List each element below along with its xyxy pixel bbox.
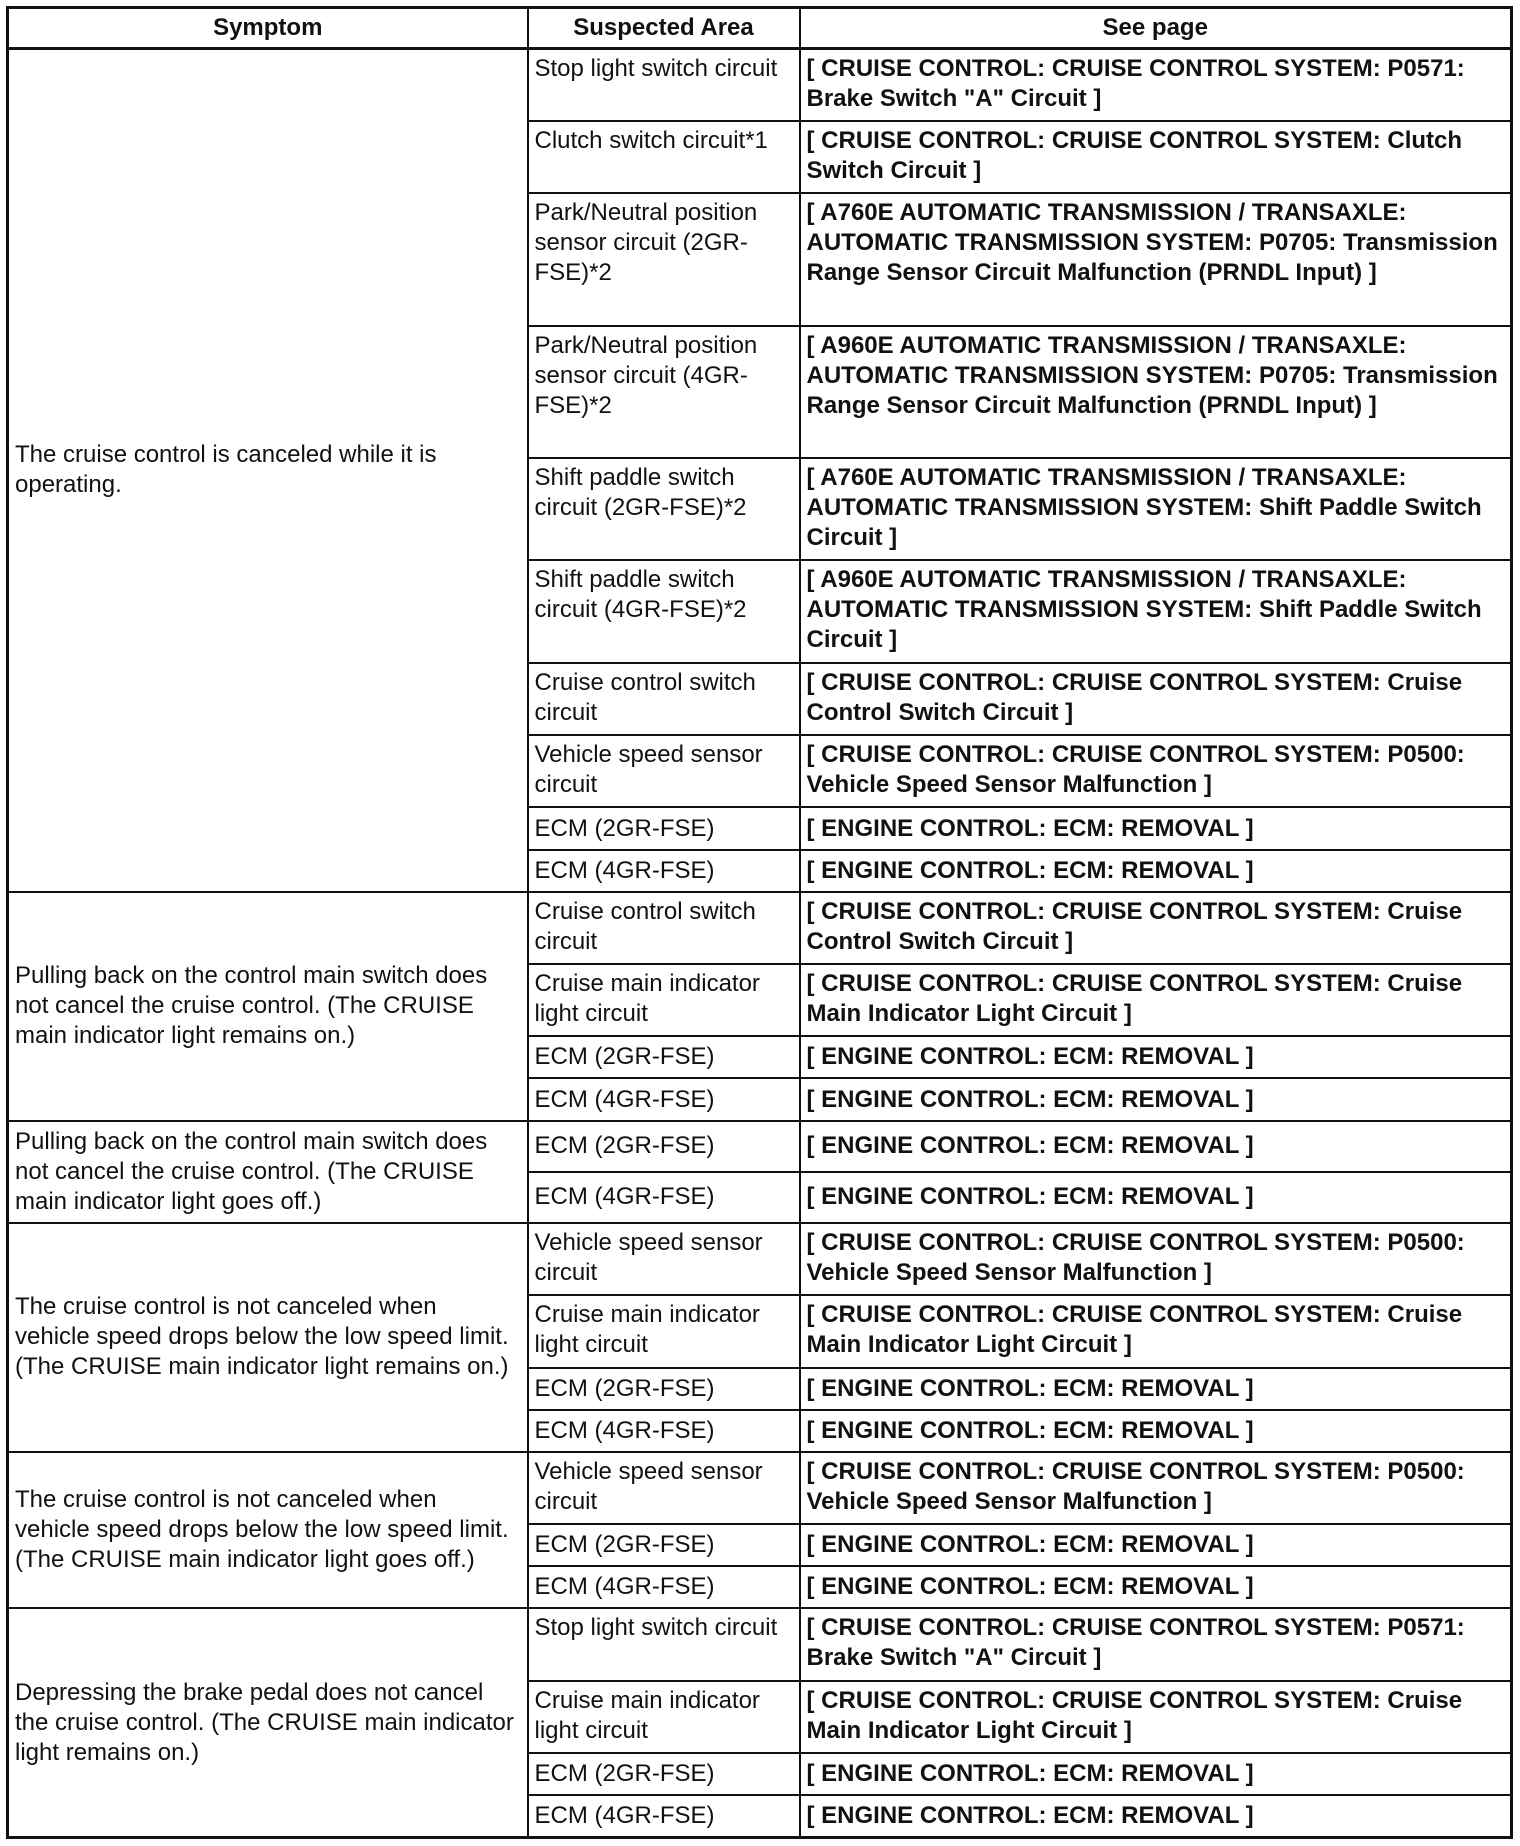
symptom-cell: The cruise control is not canceled when vehicle speed drops below the low speed limit. (The CRUISE main indicator light goes off.)	[8, 1452, 528, 1609]
see-page-link[interactable]: [ CRUISE CONTROL: CRUISE CONTROL SYSTEM: Cruise Main Indicator Light Circuit ]	[800, 964, 1512, 1036]
suspected-area-cell: Cruise main indicator light circuit	[528, 1681, 800, 1753]
suspected-area-cell: Vehicle speed sensor circuit	[528, 1223, 800, 1295]
suspected-area-cell: Park/Neutral position sensor circuit (4GR-FSE)*2	[528, 326, 800, 459]
suspected-area-cell: ECM (4GR-FSE)	[528, 1172, 800, 1223]
suspected-area-cell: Stop light switch circuit	[528, 1608, 800, 1680]
suspected-area-cell: ECM (2GR-FSE)	[528, 1753, 800, 1795]
suspected-area-cell: ECM (2GR-FSE)	[528, 1121, 800, 1172]
see-page-link[interactable]: [ CRUISE CONTROL: CRUISE CONTROL SYSTEM: Clutch Switch Circuit ]	[800, 121, 1512, 193]
table-row	[8, 1452, 1512, 1524]
see-page-link[interactable]: [ A760E AUTOMATIC TRANSMISSION / TRANSAXLE: AUTOMATIC TRANSMISSION SYSTEM: P0705: Transmission Range Sensor Circuit Malfunction (PRNDL Input) ]	[800, 193, 1512, 326]
see-page-link[interactable]: [ CRUISE CONTROL: CRUISE CONTROL SYSTEM: Cruise Main Indicator Light Circuit ]	[800, 1295, 1512, 1367]
symptom-cell: Depressing the brake pedal does not cancel the cruise control. (The CRUISE main indicator light remains on.)	[8, 1608, 528, 1837]
suspected-area-cell: Cruise control switch circuit	[528, 892, 800, 964]
suspected-area-cell: ECM (2GR-FSE)	[528, 1036, 800, 1078]
suspected-area-cell: Cruise main indicator light circuit	[528, 964, 800, 1036]
header-suspected-area: Suspected Area	[528, 8, 800, 49]
header-row	[8, 8, 1512, 49]
table-row	[8, 1223, 1512, 1295]
header-see-page: See page	[800, 8, 1512, 49]
see-page-link[interactable]: [ ENGINE CONTROL: ECM: REMOVAL ]	[800, 850, 1512, 892]
see-page-link[interactable]: [ ENGINE CONTROL: ECM: REMOVAL ]	[800, 1410, 1512, 1452]
see-page-link[interactable]: [ ENGINE CONTROL: ECM: REMOVAL ]	[800, 1368, 1512, 1410]
suspected-area-cell: Clutch switch circuit*1	[528, 121, 800, 193]
suspected-area-cell: ECM (2GR-FSE)	[528, 807, 800, 849]
suspected-area-cell: ECM (2GR-FSE)	[528, 1524, 800, 1566]
see-page-link[interactable]: [ CRUISE CONTROL: CRUISE CONTROL SYSTEM: P0500: Vehicle Speed Sensor Malfunction ]	[800, 1452, 1512, 1524]
suspected-area-cell: Vehicle speed sensor circuit	[528, 735, 800, 807]
suspected-area-cell: ECM (4GR-FSE)	[528, 1795, 800, 1837]
suspected-area-cell: ECM (4GR-FSE)	[528, 850, 800, 892]
see-page-link[interactable]: [ CRUISE CONTROL: CRUISE CONTROL SYSTEM: Cruise Main Indicator Light Circuit ]	[800, 1681, 1512, 1753]
suspected-area-cell: Park/Neutral position sensor circuit (2GR-FSE)*2	[528, 193, 800, 326]
symptom-cell: The cruise control is not canceled when vehicle speed drops below the low speed limit. (The CRUISE main indicator light remains on.)	[8, 1223, 528, 1452]
suspected-area-cell: ECM (2GR-FSE)	[528, 1368, 800, 1410]
suspected-area-cell: Stop light switch circuit	[528, 49, 800, 121]
see-page-link[interactable]: [ ENGINE CONTROL: ECM: REMOVAL ]	[800, 1524, 1512, 1566]
see-page-link[interactable]: [ CRUISE CONTROL: CRUISE CONTROL SYSTEM: Cruise Control Switch Circuit ]	[800, 663, 1512, 735]
symptom-cell: Pulling back on the control main switch does not cancel the cruise control. (The CRUISE main indicator light remains on.)	[8, 892, 528, 1121]
suspected-area-cell: Shift paddle switch circuit (4GR-FSE)*2	[528, 560, 800, 662]
see-page-link[interactable]: [ ENGINE CONTROL: ECM: REMOVAL ]	[800, 1078, 1512, 1120]
table-row	[8, 892, 1512, 964]
see-page-link[interactable]: [ A960E AUTOMATIC TRANSMISSION / TRANSAXLE: AUTOMATIC TRANSMISSION SYSTEM: P0705: Transmission Range Sensor Circuit Malfunction (PRNDL Input) ]	[800, 326, 1512, 459]
suspected-area-cell: Cruise control switch circuit	[528, 663, 800, 735]
suspected-area-cell: ECM (4GR-FSE)	[528, 1410, 800, 1452]
see-page-link[interactable]: [ ENGINE CONTROL: ECM: REMOVAL ]	[800, 1566, 1512, 1608]
see-page-link[interactable]: [ CRUISE CONTROL: CRUISE CONTROL SYSTEM: P0500: Vehicle Speed Sensor Malfunction ]	[800, 1223, 1512, 1295]
see-page-link[interactable]: [ A760E AUTOMATIC TRANSMISSION / TRANSAXLE: AUTOMATIC TRANSMISSION SYSTEM: Shift Paddle Switch Circuit ]	[800, 458, 1512, 560]
see-page-link[interactable]: [ ENGINE CONTROL: ECM: REMOVAL ]	[800, 1172, 1512, 1223]
see-page-link[interactable]: [ A960E AUTOMATIC TRANSMISSION / TRANSAXLE: AUTOMATIC TRANSMISSION SYSTEM: Shift Paddle Switch Circuit ]	[800, 560, 1512, 662]
see-page-link[interactable]: [ ENGINE CONTROL: ECM: REMOVAL ]	[800, 1753, 1512, 1795]
see-page-link[interactable]: [ ENGINE CONTROL: ECM: REMOVAL ]	[800, 1121, 1512, 1172]
symptom-cell: Pulling back on the control main switch does not cancel the cruise control. (The CRUISE main indicator light goes off.)	[8, 1121, 528, 1223]
see-page-link[interactable]: [ ENGINE CONTROL: ECM: REMOVAL ]	[800, 1795, 1512, 1837]
symptom-cell: The cruise control is canceled while it is operating.	[8, 49, 528, 892]
see-page-link[interactable]: [ ENGINE CONTROL: ECM: REMOVAL ]	[800, 807, 1512, 849]
see-page-link[interactable]: [ ENGINE CONTROL: ECM: REMOVAL ]	[800, 1036, 1512, 1078]
see-page-link[interactable]: [ CRUISE CONTROL: CRUISE CONTROL SYSTEM: P0500: Vehicle Speed Sensor Malfunction ]	[800, 735, 1512, 807]
see-page-link[interactable]: [ CRUISE CONTROL: CRUISE CONTROL SYSTEM: Cruise Control Switch Circuit ]	[800, 892, 1512, 964]
suspected-area-cell: Vehicle speed sensor circuit	[528, 1452, 800, 1524]
suspected-area-cell: ECM (4GR-FSE)	[528, 1078, 800, 1120]
suspected-area-cell: ECM (4GR-FSE)	[528, 1566, 800, 1608]
suspected-area-cell: Cruise main indicator light circuit	[528, 1295, 800, 1367]
table-row	[8, 49, 1512, 121]
header-symptom: Symptom	[8, 8, 528, 49]
suspected-area-cell: Shift paddle switch circuit (2GR-FSE)*2	[528, 458, 800, 560]
see-page-link[interactable]: [ CRUISE CONTROL: CRUISE CONTROL SYSTEM: P0571: Brake Switch "A" Circuit ]	[800, 49, 1512, 121]
table-row	[8, 1608, 1512, 1680]
table-row	[8, 1121, 1512, 1172]
see-page-link[interactable]: [ CRUISE CONTROL: CRUISE CONTROL SYSTEM: P0571: Brake Switch "A" Circuit ]	[800, 1608, 1512, 1680]
problem-symptoms-table	[6, 6, 1513, 1839]
